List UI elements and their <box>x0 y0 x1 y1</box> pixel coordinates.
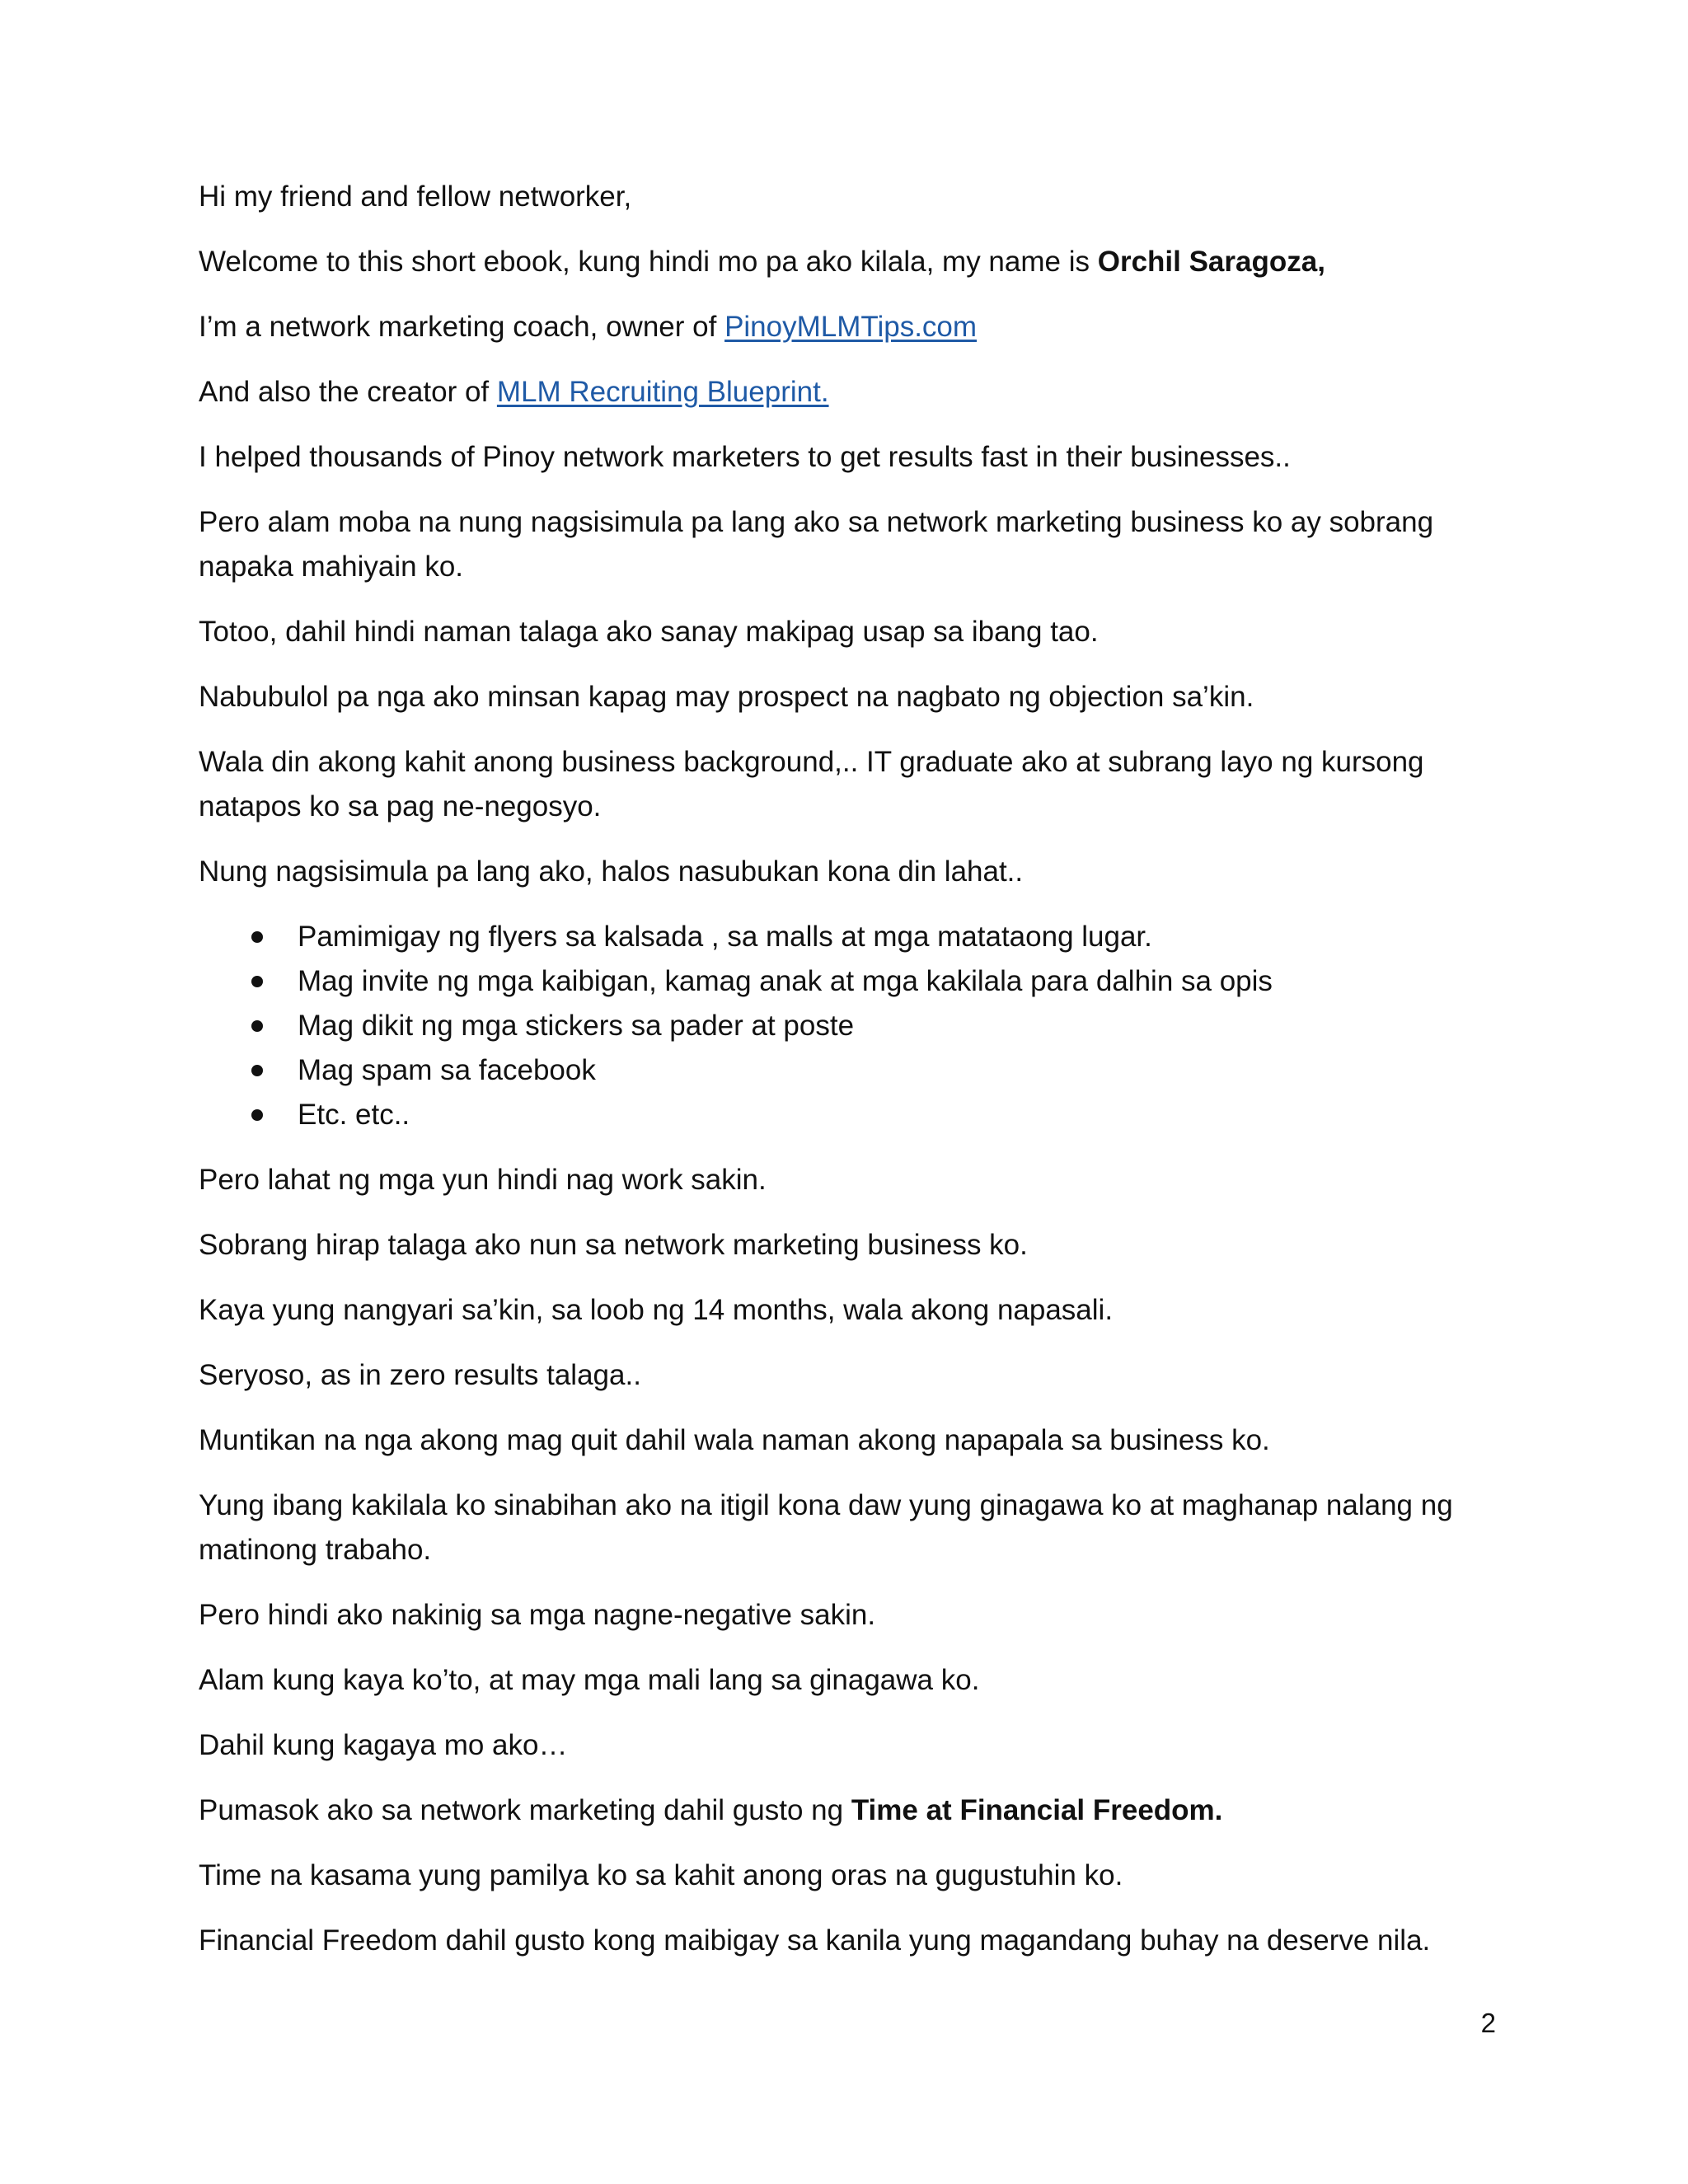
paragraph-kakilala: Yung ibang kakilala ko sinabihan ako na itigil kona daw yung ginagawa ko at maghanap nalang ng matinong trabaho. <box>199 1489 1453 1566</box>
paragraph-nabubulol: Nabubulol pa nga ako minsan kapag may prospect na nagbato ng objection sa’kin. <box>199 681 1254 713</box>
paragraph-background: Wala din akong kahit anong business background,.. IT graduate ako at subrang layo ng kursong natapos ko sa pag ne-negosyo. <box>199 746 1424 823</box>
author-name: Orchil Saragoza, <box>1097 246 1325 278</box>
paragraph-not-listen: Pero hindi ako nakinig sa mga nagne-negative sakin. <box>199 1599 876 1631</box>
paragraph-welcome: Welcome to this short ebook, kung hindi mo pa ako kilala, my name is Orchil Saragoza, <box>199 246 1325 278</box>
page-content <box>199 175 1493 1984</box>
paragraph-coach: I’m a network marketing coach, owner of PinoyMLMTips.com <box>199 311 978 343</box>
paragraph-kagaya: Dahil kung kagaya mo ako… <box>199 1729 568 1761</box>
mlm-recruiting-blueprint-link[interactable]: MLM Recruiting Blueprint. <box>496 376 829 408</box>
bullet-dot-icon <box>251 1109 263 1121</box>
methods-list <box>199 915 1493 1137</box>
paragraph-creator: And also the creator of MLM Recruiting Blueprint. <box>199 376 829 408</box>
bullet-dot-icon <box>251 1065 263 1076</box>
bullet-dot-icon <box>251 1020 263 1032</box>
paragraph-quit: Muntikan na nga akong mag quit dahil wala naman akong napapala sa business ko. <box>199 1424 1270 1456</box>
paragraph-tried-all: Nung nagsisimula pa lang ako, halos nasubukan kona din lahat.. <box>199 855 1024 888</box>
list-item: Pamimigay ng flyers sa kalsada , sa malls at mga matataong lugar. <box>199 915 1493 959</box>
list-item: Mag invite ng mga kaibigan, kamag anak at mga kakilala para dalhin sa opis <box>199 959 1493 1004</box>
paragraph-pumasok: Pumasok ako sa network marketing dahil gusto ng Time at Financial Freedom. <box>199 1794 1223 1826</box>
paragraph-hirap: Sobrang hirap talaga ako nun sa network marketing business ko. <box>199 1229 1028 1261</box>
paragraph-14-months: Kaya yung nangyari sa’kin, sa loob ng 14 months, wala akong napasali. <box>199 1294 1114 1326</box>
list-item: Etc. etc.. <box>199 1093 1493 1137</box>
paragraph-didnt-work: Pero lahat ng mga yun hindi nag work sakin. <box>199 1164 767 1196</box>
paragraph-zero-results: Seryoso, as in zero results talaga.. <box>199 1359 641 1391</box>
page-number: 2 <box>1480 2008 1496 2038</box>
list-item: Mag spam sa facebook <box>199 1048 1493 1093</box>
paragraph-financial-freedom: Financial Freedom dahil gusto kong maibigay sa kanila yung magandang buhay na deserve nila. <box>199 1924 1431 1957</box>
bullet-dot-icon <box>251 976 263 987</box>
paragraph-kaya-ko: Alam kung kaya ko’to, at may mga mali lang sa ginagawa ko. <box>199 1664 980 1696</box>
bullet-dot-icon <box>251 931 263 943</box>
list-item: Mag dikit ng mga stickers sa pader at poste <box>199 1004 1493 1048</box>
paragraph-shy: Pero alam moba na nung nagsisimula pa lang ako sa network marketing business ko ay sobrang napaka mahiyain ko. <box>199 506 1434 583</box>
time-financial-freedom: Time at Financial Freedom. <box>851 1794 1223 1826</box>
paragraph-helped: I helped thousands of Pinoy network marketers to get results fast in their businesses.. <box>199 441 1291 473</box>
pinoymlmtips-link[interactable]: PinoyMLMTips.com <box>724 311 978 343</box>
paragraph-totoo: Totoo, dahil hindi naman talaga ako sanay makipag usap sa ibang tao. <box>199 616 1099 648</box>
paragraph-greeting: Hi my friend and fellow networker, <box>199 180 632 213</box>
paragraph-time: Time na kasama yung pamilya ko sa kahit anong oras na gugustuhin ko. <box>199 1859 1123 1891</box>
